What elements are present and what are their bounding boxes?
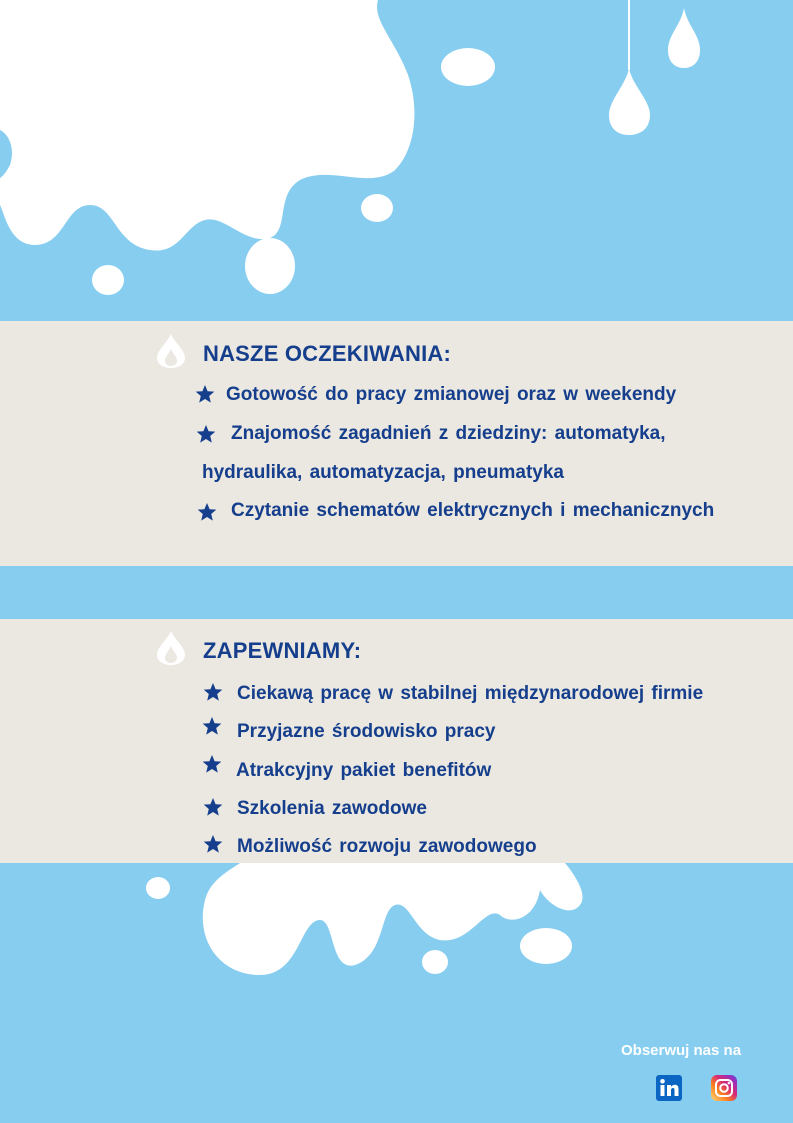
expectations-item-continuation: hydraulika, automatyzacja, pneumatyka bbox=[202, 462, 564, 483]
offer-item: Atrakcyjny pakiet benefitów bbox=[236, 760, 492, 781]
star-bullet-icon bbox=[196, 424, 216, 444]
milk-splash-top bbox=[0, 0, 414, 251]
star-bullet-icon bbox=[202, 716, 222, 736]
follow-us-text: Obserwuj nas na bbox=[621, 1042, 742, 1059]
offer-item: Przyjazne środowisko pracy bbox=[237, 721, 496, 742]
instagram-icon[interactable] bbox=[711, 1075, 737, 1101]
milk-droplet bbox=[146, 877, 170, 899]
expectations-heading: NASZE OCZEKIWANIA: bbox=[203, 341, 452, 366]
milk-droplet bbox=[245, 238, 295, 294]
offer-heading: ZAPEWNIAMY: bbox=[203, 638, 362, 663]
star-bullet-icon bbox=[195, 384, 215, 404]
milk-droplet bbox=[441, 48, 495, 86]
drop-icon bbox=[156, 630, 186, 666]
drop-icon bbox=[156, 333, 186, 369]
star-bullet-icon bbox=[197, 502, 217, 522]
hanging-drop bbox=[668, 8, 700, 68]
milk-droplet bbox=[361, 194, 393, 222]
offer-item: Ciekawą pracę w stabilnej międzynarodowej firmie bbox=[237, 683, 704, 704]
star-bullet-icon bbox=[202, 754, 222, 774]
offer-item: Możliwość rozwoju zawodowego bbox=[237, 836, 537, 857]
offer-item: Szkolenia zawodowe bbox=[237, 798, 427, 819]
linkedin-icon[interactable] bbox=[656, 1075, 682, 1101]
expectations-item: Czytanie schematów elektrycznych i mechanicznych bbox=[231, 500, 715, 521]
hanging-drop bbox=[609, 68, 650, 135]
milk-droplet bbox=[422, 950, 448, 974]
expectations-item: Znajomość zagadnień z dziedziny: automatyka, bbox=[231, 423, 666, 444]
drip-line bbox=[628, 0, 630, 70]
milk-droplet bbox=[92, 265, 124, 295]
expectations-item: Gotowość do pracy zmianowej oraz w weekendy bbox=[226, 384, 677, 405]
star-bullet-icon bbox=[203, 834, 223, 854]
milk-splash-bottom bbox=[203, 863, 583, 975]
star-bullet-icon bbox=[203, 682, 223, 702]
star-bullet-icon bbox=[203, 797, 223, 817]
milk-droplet bbox=[520, 928, 572, 964]
